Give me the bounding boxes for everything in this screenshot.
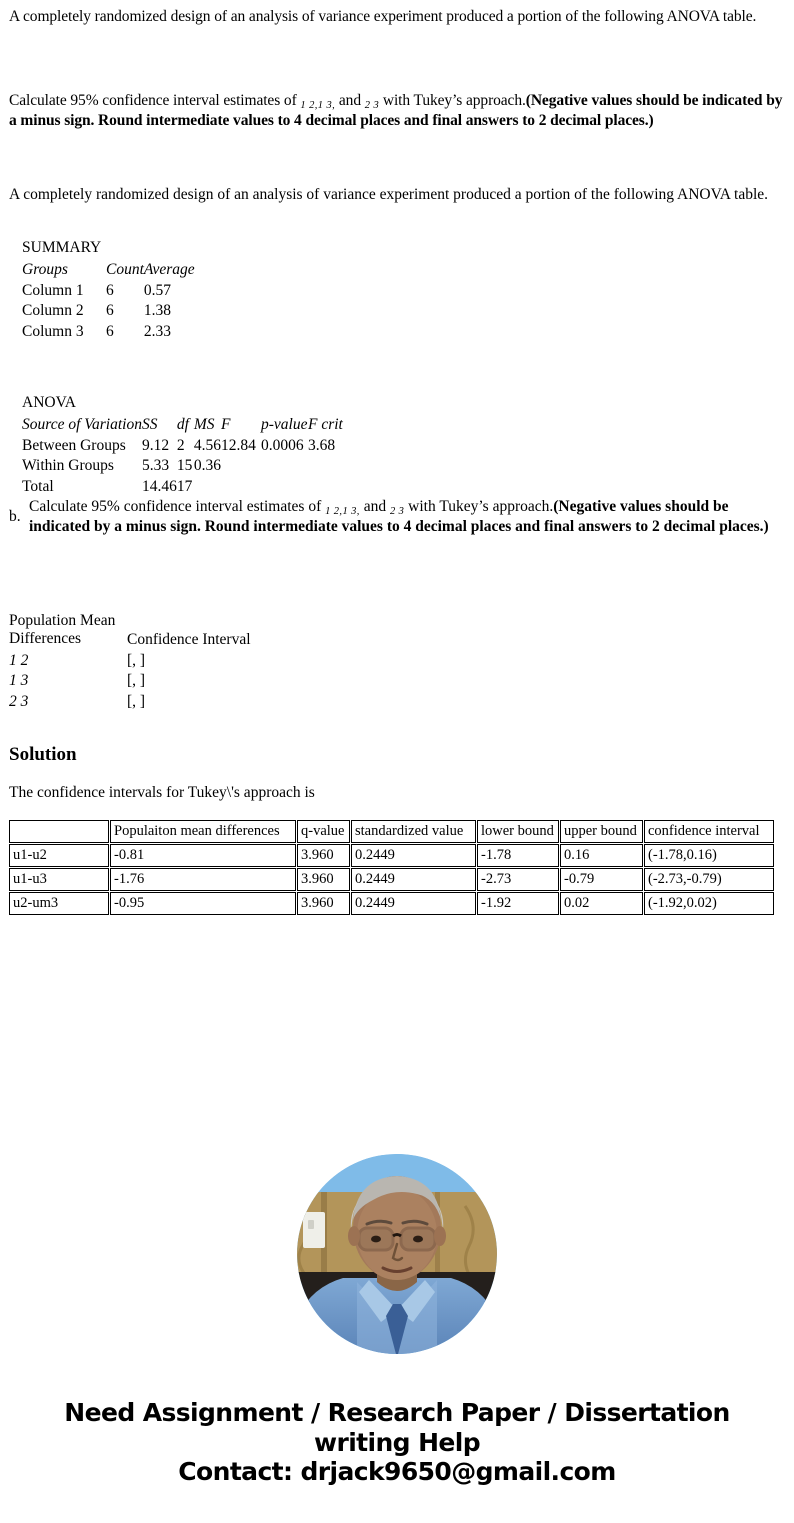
results-lower-bound: -2.73 (477, 868, 559, 891)
table-row (9, 892, 774, 915)
pmd-pair-label: 1 2 (9, 651, 29, 669)
table-row (22, 322, 204, 343)
mu-pair-1-3: 1 3, (317, 99, 336, 111)
summary-header-row (22, 260, 204, 281)
summary-group-name: Column 2 (22, 302, 84, 319)
solution-intro-text: The confidence intervals for Tukey\'s approach is (9, 784, 315, 801)
solution-heading: Solution (9, 744, 77, 765)
table-row (9, 651, 251, 672)
anova-ms: 0.36 (193, 457, 221, 474)
pmd-pair-label: 2 3 (9, 692, 29, 710)
results-header-row (9, 820, 774, 843)
footer-line-3: Contact: drjack9650@gmail.com (178, 1457, 616, 1486)
table-row (9, 671, 251, 692)
table-row (22, 477, 348, 498)
table-row (22, 456, 348, 477)
calc-suffix-text: with Tukey’s approach. (379, 92, 526, 109)
results-header-lower-bound: lower bound (477, 820, 559, 843)
pmd-pair-label: 1 3 (9, 672, 29, 690)
anova-df: 15 (176, 457, 193, 474)
summary-group-count: 6 (106, 281, 114, 299)
summary-group-average: 2.33 (143, 322, 172, 340)
calc-prefix-text: Calculate 95% confidence interval estimates of (29, 498, 326, 515)
anova-pvalue: 0.0006 (260, 436, 304, 454)
results-header-blank (9, 820, 109, 843)
anova-table (22, 415, 348, 497)
summary-header-groups: Groups (22, 261, 68, 278)
anova-fcrit: 3.68 (307, 436, 336, 454)
pmd-interval-field[interactable]: [, ] (127, 651, 146, 669)
results-table (8, 819, 775, 916)
anova-ms: 4.56 (193, 436, 221, 454)
results-upper-bound: -0.79 (560, 868, 643, 891)
results-mean-difference: -0.95 (110, 892, 296, 915)
and-word-text: and (359, 498, 390, 515)
results-pair-label: u1-u2 (9, 844, 109, 867)
anova-df: 2 (176, 436, 185, 454)
question-statement-top (9, 8, 785, 26)
calc-prefix-text: Calculate 95% confidence interval estimates of (9, 92, 301, 109)
results-header-confidence-interval: confidence interval (644, 820, 774, 843)
results-header-mean-differences: Populaiton mean differences (110, 820, 296, 843)
summary-table-block (22, 239, 204, 342)
anova-ss: 14.46 (141, 477, 177, 495)
footer-line-1: Need Assignment / Research Paper / Dissertation (64, 1398, 730, 1427)
population-mean-differences-block (9, 610, 251, 712)
anova-header-f: F (220, 416, 231, 433)
mu-pair-1-2: 1 2, (325, 505, 343, 517)
question-statement-repeat-text: A completely randomized design of an analysis of variance experiment produced a portion of the following ANOVA table. (9, 186, 769, 203)
pmd-header-row (9, 610, 251, 651)
results-q-value: 3.960 (297, 868, 350, 891)
summary-table-caption: SUMMARY (22, 239, 102, 256)
summary-group-name: Column 1 (22, 281, 84, 299)
anova-ss: 5.33 (141, 457, 170, 474)
table-row (22, 301, 204, 322)
anova-header-ms: MS (193, 416, 215, 433)
results-header-upper-bound: upper bound (560, 820, 643, 843)
anova-header-ss: SS (141, 416, 158, 433)
anova-table-block (22, 394, 348, 497)
results-confidence-interval: (-2.73,-0.79) (644, 868, 774, 891)
part-b-question-text (29, 498, 789, 537)
rounding-note-text: (Negative values should be indicated by a minus sign. Round intermediate values to 4 decimal places and final answers to 2 decimal places.) (9, 92, 783, 130)
summary-header-count: Count (106, 261, 144, 278)
results-mean-difference: -1.76 (110, 868, 296, 891)
results-standardized-value: 0.2449 (351, 844, 476, 867)
anova-fcrit (308, 456, 348, 477)
anova-pvalue (261, 477, 308, 498)
summary-group-name: Column 3 (22, 322, 84, 340)
table-row (9, 692, 251, 713)
rounding-note-text: (Negative values should be indicated by a minus sign. Round intermediate values to 4 decimal places and final answers to 2 decimal places.) (29, 498, 769, 536)
mu-pair-1-2: 1 2, (300, 99, 318, 111)
summary-group-average: 0.57 (143, 281, 172, 299)
table-row (9, 844, 774, 867)
question-statement-text: A completely randomized design of an analysis of variance experiment produced a portion of the following ANOVA table. (9, 8, 757, 25)
pmd-header-left (9, 610, 127, 651)
pmd-interval-field[interactable]: [, ] (127, 672, 146, 690)
question-calculate-top (9, 92, 785, 131)
anova-pvalue (261, 456, 308, 477)
table-row (22, 281, 204, 302)
mu-pair-2-3: 2 3 (389, 505, 405, 517)
anova-fcrit (308, 477, 348, 498)
summary-group-count: 6 (106, 322, 114, 340)
summary-table (22, 260, 204, 342)
anova-header-df: df (176, 416, 189, 433)
table-row (9, 868, 774, 891)
results-standardized-value: 0.2449 (351, 868, 476, 891)
anova-header-source: Source of Variation (22, 416, 142, 433)
results-header-q-value: q-value (297, 820, 350, 843)
results-q-value: 3.960 (297, 892, 350, 915)
pmd-header-line1: Population Mean (9, 612, 116, 629)
results-upper-bound: 0.16 (560, 844, 643, 867)
results-header-standardized-value: standardized value (351, 820, 476, 843)
avatar-photo (297, 1154, 497, 1354)
avatar (297, 1154, 497, 1354)
anova-f (221, 477, 261, 498)
results-pair-label: u1-u3 (9, 868, 109, 891)
calc-suffix-text: with Tukey’s approach. (404, 498, 554, 515)
anova-source: Total (22, 477, 54, 495)
anova-table-caption: ANOVA (22, 394, 76, 411)
results-mean-difference: -0.81 (110, 844, 296, 867)
anova-df: 17 (176, 477, 193, 495)
mu-pair-2-3: 2 3 (364, 99, 380, 111)
footer-line-2: writing Help (313, 1427, 481, 1457)
results-lower-bound: -1.78 (477, 844, 559, 867)
anova-f (221, 456, 261, 477)
results-q-value: 3.960 (297, 844, 350, 867)
results-confidence-interval: (-1.92,0.02) (644, 892, 774, 915)
pmd-interval-field[interactable]: [, ] (127, 692, 146, 710)
results-pair-label: u2-um3 (9, 892, 109, 915)
anova-header-pvalue: p-value (260, 416, 308, 433)
results-table-block (8, 819, 775, 916)
pmd-header-line2: Differences (9, 629, 82, 647)
footer-promo (0, 1398, 794, 1487)
question-statement-repeat (9, 186, 769, 204)
part-b-label: b. (9, 508, 21, 526)
anova-ss: 9.12 (141, 436, 170, 454)
results-lower-bound: -1.92 (477, 892, 559, 915)
anova-header-row (22, 415, 348, 436)
part-b-block (9, 498, 789, 537)
results-upper-bound: 0.02 (560, 892, 643, 915)
results-confidence-interval: (-1.78,0.16) (644, 844, 774, 867)
population-mean-differences-table (9, 610, 251, 712)
and-word-text: and (335, 92, 365, 109)
summary-group-average: 1.38 (143, 302, 172, 319)
anova-f: 12.84 (220, 436, 256, 454)
table-row (22, 436, 348, 457)
anova-header-fcrit: F crit (307, 416, 343, 433)
mu-pair-1-3: 1 3, (342, 505, 360, 517)
anova-ms (194, 477, 221, 498)
summary-header-average: Average (143, 261, 195, 278)
anova-source: Between Groups (22, 436, 126, 454)
results-standardized-value: 0.2449 (351, 892, 476, 915)
pmd-header-confidence-interval: Confidence Interval (127, 631, 251, 649)
summary-group-count: 6 (106, 302, 114, 319)
anova-source: Within Groups (22, 457, 114, 474)
